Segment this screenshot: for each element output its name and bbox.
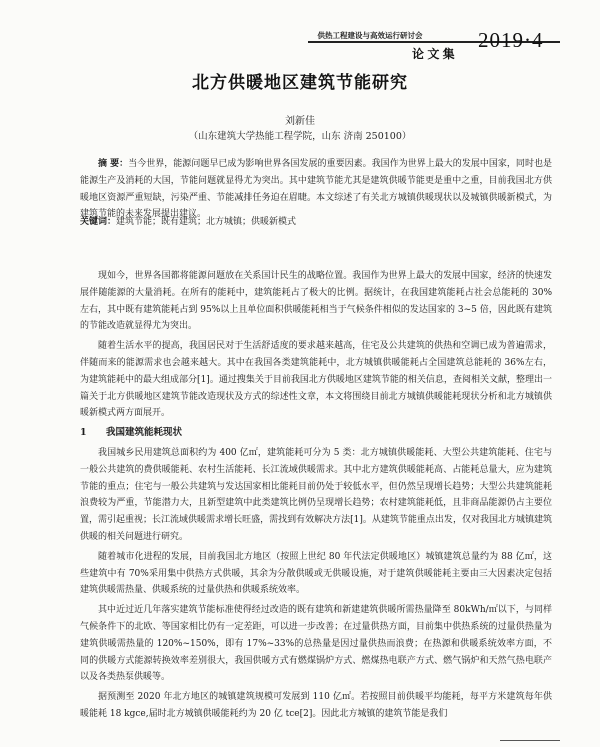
author-affiliation: （山东建筑大学热能工程学院，山东 济南 250100） (188, 131, 412, 142)
section-number: 1 (80, 427, 87, 439)
body-paragraph: 随着城市化进程的发展，目前我国北方地区（按照上世纪 80 年代法定供暖地区）城镇建筑总量约为 88 亿㎡，这些建筑中有 70%采用集中供热方式供暖，其余为分散供暖或无供暖设施，对于建筑供暖能耗主要由三大因素决定包括建筑供暖需热量、供暖系统的过量供热和供暖系统效率。 (80, 551, 552, 596)
article-title: 北方供暖地区建筑节能研究 (192, 73, 408, 93)
body-paragraph: 现如今，世界各国都将能源问题放在关系国计民生的战略位置。我国作为世界上最大的发展中国家，经济的快速发展伴随能源的大量消耗。在所有的能耗中，建筑能耗占了极大的比例。据统计，在我国建筑能耗占社会总能耗的 30%左右，其中既有建筑能耗占到 95%以上且单位面积供暖能耗相当于气候条件相似的发达国家的 3~5 倍，因此既有建筑的节能改造就显得尤为突出。 (80, 271, 552, 332)
footer-divider (500, 740, 560, 741)
body-paragraph: 其中近过近几年落实建筑节能标准使得经过改造的既有建筑和新建建筑供暖所需热量降至 80kWh/㎡以下，与同样气候条件下的北欧、等国家相比仍有一定差距，可以进一步改善；在过量供热方面，目前集中供热系统的过量供热量为建筑供暖需热量的 120%~150%，即有 17%~33%的总热量是因过量供热而浪费；在热源和供暖系统效率方面，不同的供暖方式能源转换效率差别很大，我国供暖方式有燃煤锅炉方式、燃煤热电联产方式、燃气锅炉和天然气热电联产以及各类热泵供暖等。 (80, 605, 552, 683)
keywords-text: 建筑节能；既有建筑；北方城镇；供暖新模式 (116, 217, 297, 227)
body-paragraph: 我国城乡民用建筑总面积约为 400 亿㎡，建筑能耗可分为 5 类：北方城镇供暖能耗、大型公共建筑能耗、住宅与一般公共建筑的费供暖能耗、农村生活能耗、长江流域供暖需求。其中北方建筑供暖能耗高、占能耗总量大，应为建筑节能的重点；住宅与一般公共建筑与发达国家相比能耗目前仍处于较低水平，但仍然呈现增长趋势；大型公共建筑能耗浪费较为严重，节能潜力大，且新型建筑中此类建筑比例仍呈现增长趋势；农村建筑能耗低，且非商品能源仍占主要位置，需引起重视；长江流域供暖需求增长旺盛，需找到有效解决方法[1]。从建筑节能重点出发，仅对我国北方城镇建筑供暖的相关问题进行研究。 (80, 447, 552, 542)
issue-year: 2019·4 (478, 28, 544, 52)
author-name: 刘新佳 (285, 116, 315, 127)
abstract-label: 摘 要： (98, 159, 129, 169)
abstract-text: 当今世界，能源问题早已成为影响世界各国发展的重要因素。我国作为世界上最大的发展中国家，同时也是能源生产及消耗的大国，节能问题就显得尤为突出。其中建筑节能尤其是建筑供暖节能更是重中之重，目前我国北方供暖地区资源严重短缺，污染严重、节能减排任务迫在眉睫。本文综述了有关北方城镇供暖现状以及城镇供暖新模式，为建筑节能的未来发展提出建议。 (80, 159, 552, 220)
keywords (80, 214, 552, 231)
body-paragraph: 据预测至 2020 年北方地区的城镇建筑规模可发展到 110 亿㎡。若按照目前供暖平均能耗，每平方米建筑每年供暖能耗 18 kgce,届时北方城镇供暖能耗约为 20 亿 tce[2]。因此北方城镇的建筑节能是我们 (80, 692, 552, 719)
conference-name: 供热工程建设与高效运行研讨会 (317, 31, 423, 40)
body-paragraph: 随着生活水平的提高，我国居民对于生活舒适度的要求越来越高，住宅及公共建筑的供热和空调已成为普遍需求，伴随而来的能源需求也会越来越大。其中在我国各类建筑能耗中，北方城镇供暖能耗占全国建筑总能耗的 36%左右，为建筑能耗中的最大组成部分[1]。通过搜集关于目前我国北方供暖地区建筑节能的相关信息，查阅相关文献，整理出一篇关于北方供暖地区建筑节能改造现状及方式的综述性文章，本文将围绕目前北方城镇供暖能耗现状分析和北方城镇供暖新模式两方面展开。 (80, 341, 552, 419)
section-heading (80, 425, 552, 442)
section-title: 我国建筑能耗现状 (106, 427, 183, 439)
article-body (80, 268, 552, 726)
collection-label: 论 文 集 (412, 47, 455, 61)
keywords-label: 关键词： (80, 217, 117, 227)
